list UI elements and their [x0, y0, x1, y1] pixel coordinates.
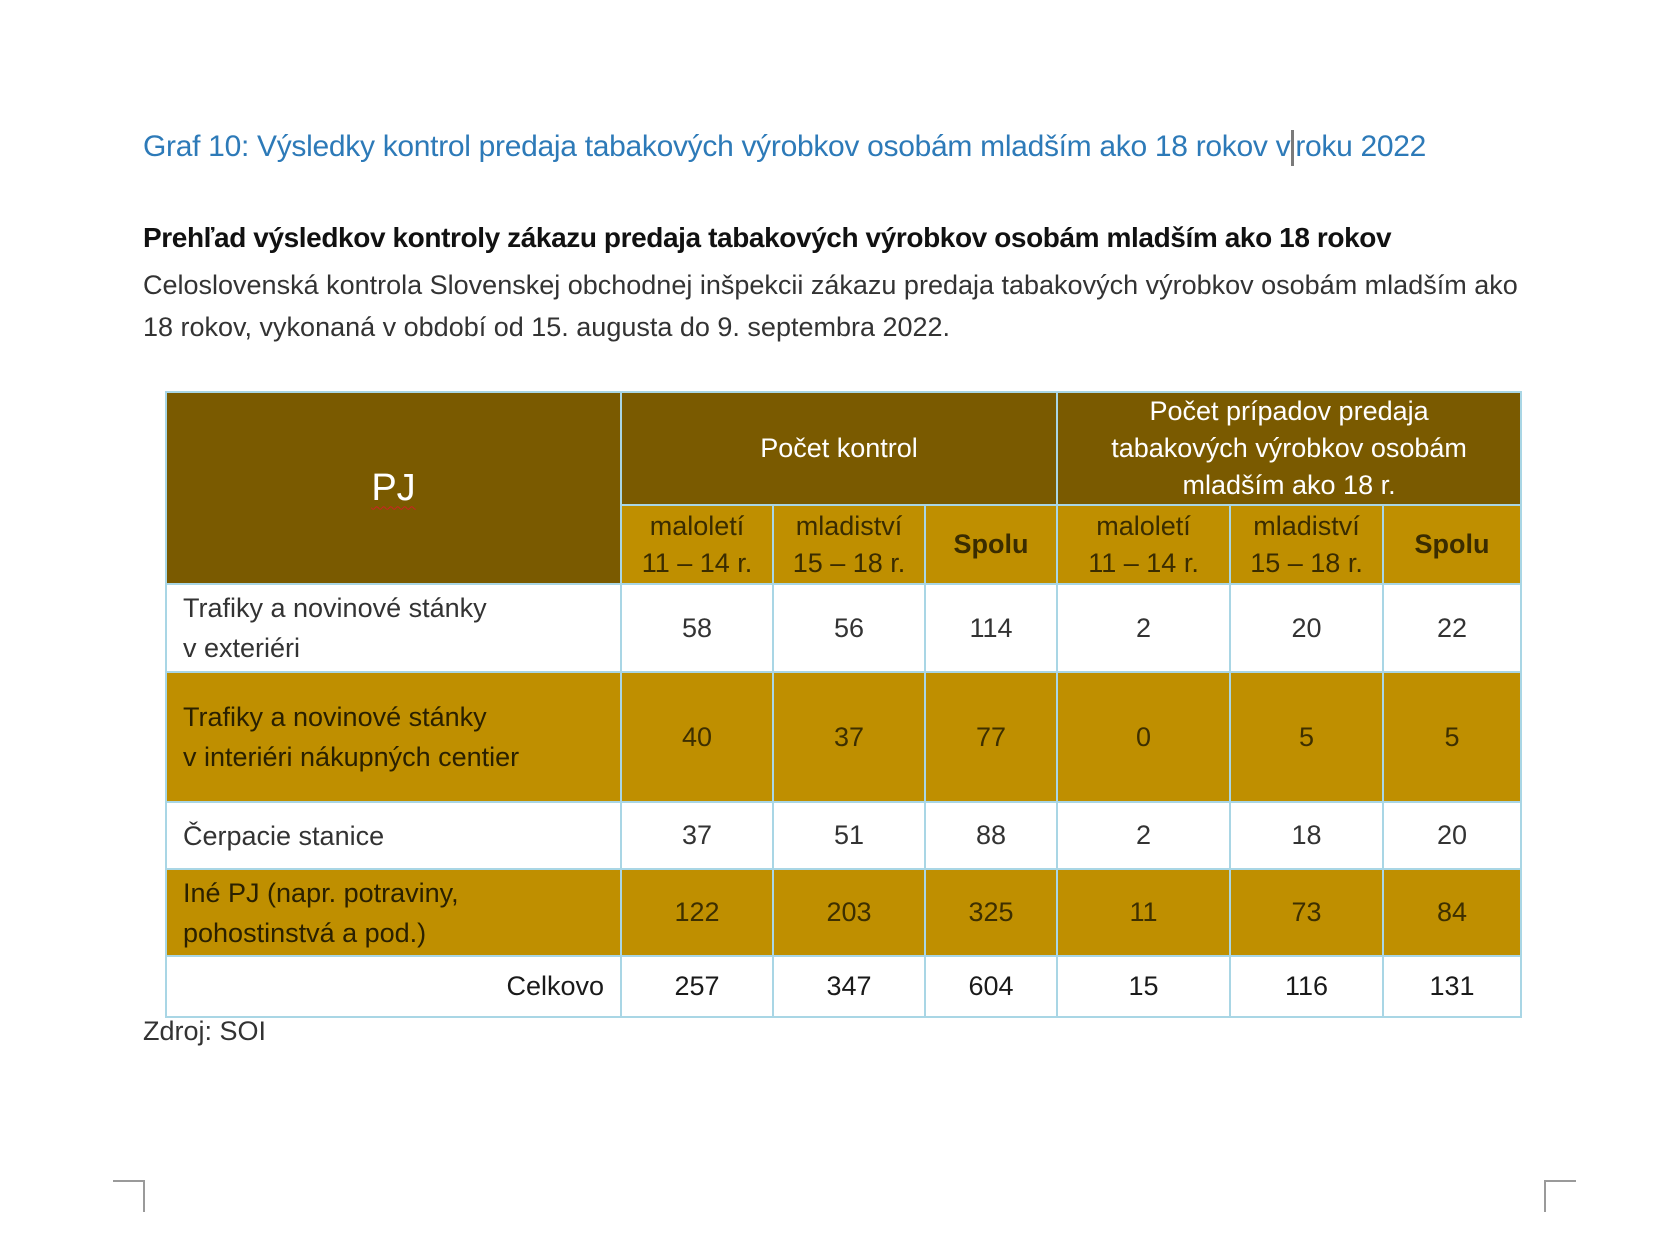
- total-cell: 604: [925, 956, 1057, 1017]
- caption-text: Graf 10: Výsledky kontrol predaja tabakových výrobkov osobám mladším ako 18 rokov v: [143, 130, 1291, 163]
- table-cell: 2: [1057, 584, 1230, 672]
- table-cell: 5: [1383, 672, 1521, 802]
- table-cell: 203: [773, 869, 925, 956]
- total-label: Celkovo: [166, 956, 621, 1017]
- table-cell: 11: [1057, 869, 1230, 956]
- subheader-mladistvi: mladiství 15 – 18 r.: [773, 505, 925, 584]
- table-cell: 18: [1230, 802, 1383, 869]
- table-cell: 56: [773, 584, 925, 672]
- total-cell: 347: [773, 956, 925, 1017]
- source-note: Zdroj: SOI: [143, 1016, 267, 1046]
- row-label: Trafiky a novinové stánky v interiéri nákupných centier: [166, 672, 621, 802]
- table-cell: 73: [1230, 869, 1383, 956]
- subheader-maloleti: maloletí 11 – 14 r.: [1057, 505, 1230, 584]
- table-cell: 88: [925, 802, 1057, 869]
- table-row: [166, 869, 1521, 956]
- table-cell: 51: [773, 802, 925, 869]
- results-table: [165, 391, 1522, 1018]
- page-corner-mark: [1544, 1180, 1576, 1212]
- table-row: [166, 584, 1521, 672]
- total-cell: 15: [1057, 956, 1230, 1017]
- table-cell: 22: [1383, 584, 1521, 672]
- table-cell: 20: [1383, 802, 1521, 869]
- subheader-spolu: Spolu: [925, 505, 1057, 584]
- total-cell: 257: [621, 956, 773, 1017]
- table-cell: 58: [621, 584, 773, 672]
- table-cell: 77: [925, 672, 1057, 802]
- table-cell: 40: [621, 672, 773, 802]
- subheader-mladistvi: mladiství 15 – 18 r.: [1230, 505, 1383, 584]
- text-cursor: [1291, 130, 1294, 166]
- section-heading: Prehľad výsledkov kontroly zákazu predaja tabakových výrobkov osobám mladším ako 18 rokov: [143, 222, 1392, 253]
- header-pocet-pripadov: Počet prípadov predaja tabakových výrobkov osobám mladším ako 18 r.: [1057, 392, 1521, 505]
- table-cell: 37: [621, 802, 773, 869]
- total-cell: 116: [1230, 956, 1383, 1017]
- table-cell: 84: [1383, 869, 1521, 956]
- description-paragraph: Celoslovenská kontrola Slovenskej obchodnej inšpekcii zákazu predaja tabakových výrobkov osobám mladším ako 18 rokov, vykonaná v období od 15. augusta do 9. septembra 2022.: [143, 270, 1518, 342]
- table-cell: 2: [1057, 802, 1230, 869]
- figure-caption: [143, 130, 1426, 166]
- row-label: Čerpacie stanice: [166, 802, 621, 869]
- subheader-spolu: Spolu: [1383, 505, 1521, 584]
- page-corner-mark: [113, 1180, 145, 1212]
- table-cell: 37: [773, 672, 925, 802]
- table-cell: 122: [621, 869, 773, 956]
- header-pocet-kontrol: Počet kontrol: [621, 392, 1057, 505]
- table-cell: 20: [1230, 584, 1383, 672]
- row-label: Trafiky a novinové stánky v exteriéri: [166, 584, 621, 672]
- caption-text-end: roku 2022: [1295, 130, 1427, 163]
- subheader-maloleti: maloletí 11 – 14 r.: [621, 505, 773, 584]
- header-pj: PJ: [166, 392, 621, 584]
- table-row: [166, 672, 1521, 802]
- table-row: [166, 802, 1521, 869]
- table-cell: 0: [1057, 672, 1230, 802]
- table-cell: 325: [925, 869, 1057, 956]
- total-row: [166, 956, 1521, 1017]
- table-cell: 5: [1230, 672, 1383, 802]
- total-cell: 131: [1383, 956, 1521, 1017]
- row-label: Iné PJ (napr. potraviny, pohostinstvá a pod.): [166, 869, 621, 956]
- table-cell: 114: [925, 584, 1057, 672]
